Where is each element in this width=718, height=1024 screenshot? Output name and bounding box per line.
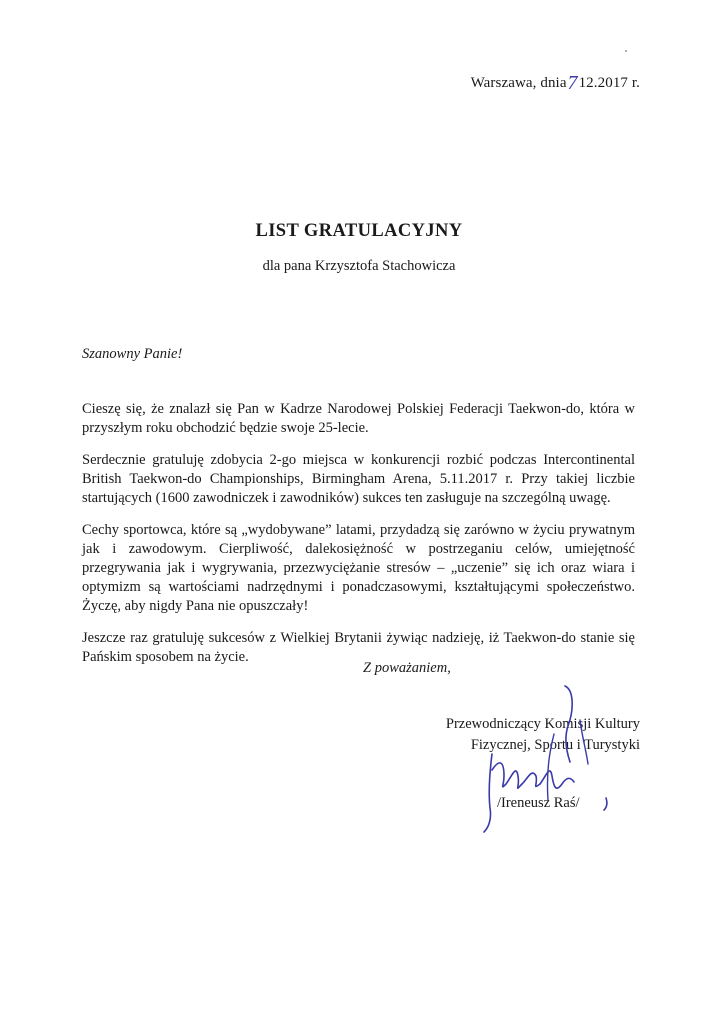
place-date-suffix: 12.2017 r. [578, 75, 640, 91]
signatory-line-1: Przewodniczący Komisji Kultury [445, 716, 640, 732]
place-and-date [470, 72, 640, 94]
salutation: Szanowny Panie! [82, 346, 183, 362]
recipient-line: dla pana Krzysztofa Stachowicza [262, 258, 456, 274]
place-date-prefix: Warszawa, dnia [470, 75, 567, 91]
paper-speck [625, 50, 627, 52]
paragraph: Serdecznie gratuluję zdobycia 2-go miejsca w konkurencji rozbić podczas Intercontinental British Taekwon-do Championships, Birmingham Arena, 5.11.2017 r. Przy takiej liczbie startujących (1600 zawodniczek i zawodników) sukces ten zasługuje na szczególną uwagę. [82, 452, 635, 506]
paragraph: Jeszcze raz gratuluję sukcesów z Wielkiej Brytanii żywiąc nadzieję, iż Taekwon-do stanie się Pańskim sposobem na życie. [82, 630, 635, 665]
letter-title: LIST GRATULACYJNY [255, 221, 463, 241]
signatory-name: /Ireneusz Raś/ [497, 795, 580, 811]
handwritten-day: 7 [567, 72, 578, 94]
paragraph: Cechy sportowca, które są „wydobywane” latami, przydadzą się zarówno w życiu prywatnym jak i zawodowym. Cierpliwość, dalekosiężność w postrzeganiu celów, umiejętność przegrywania jak i wygrywania, przezwyciężanie stresów – „uczenie” się ich oraz wiara i optymizm są wartościami nadrzędnymi i ponadczasowymi, kształtującymi społeczeństwo. Życzę, aby nigdy Pana nie opuszczały! [82, 522, 635, 614]
handwritten-signature [470, 680, 630, 840]
paragraph: Cieszę się, że znalazł się Pan w Kadrze Narodowej Polskiej Federacji Taekwon-do, która w przyszłym roku obchodzić będzie swoje 25-lecie. [82, 401, 635, 436]
signatory-line-2: Fizycznej, Sportu i Turystyki [470, 737, 640, 753]
closing-phrase: Z poważaniem, [363, 660, 451, 676]
letter-body [82, 400, 635, 680]
